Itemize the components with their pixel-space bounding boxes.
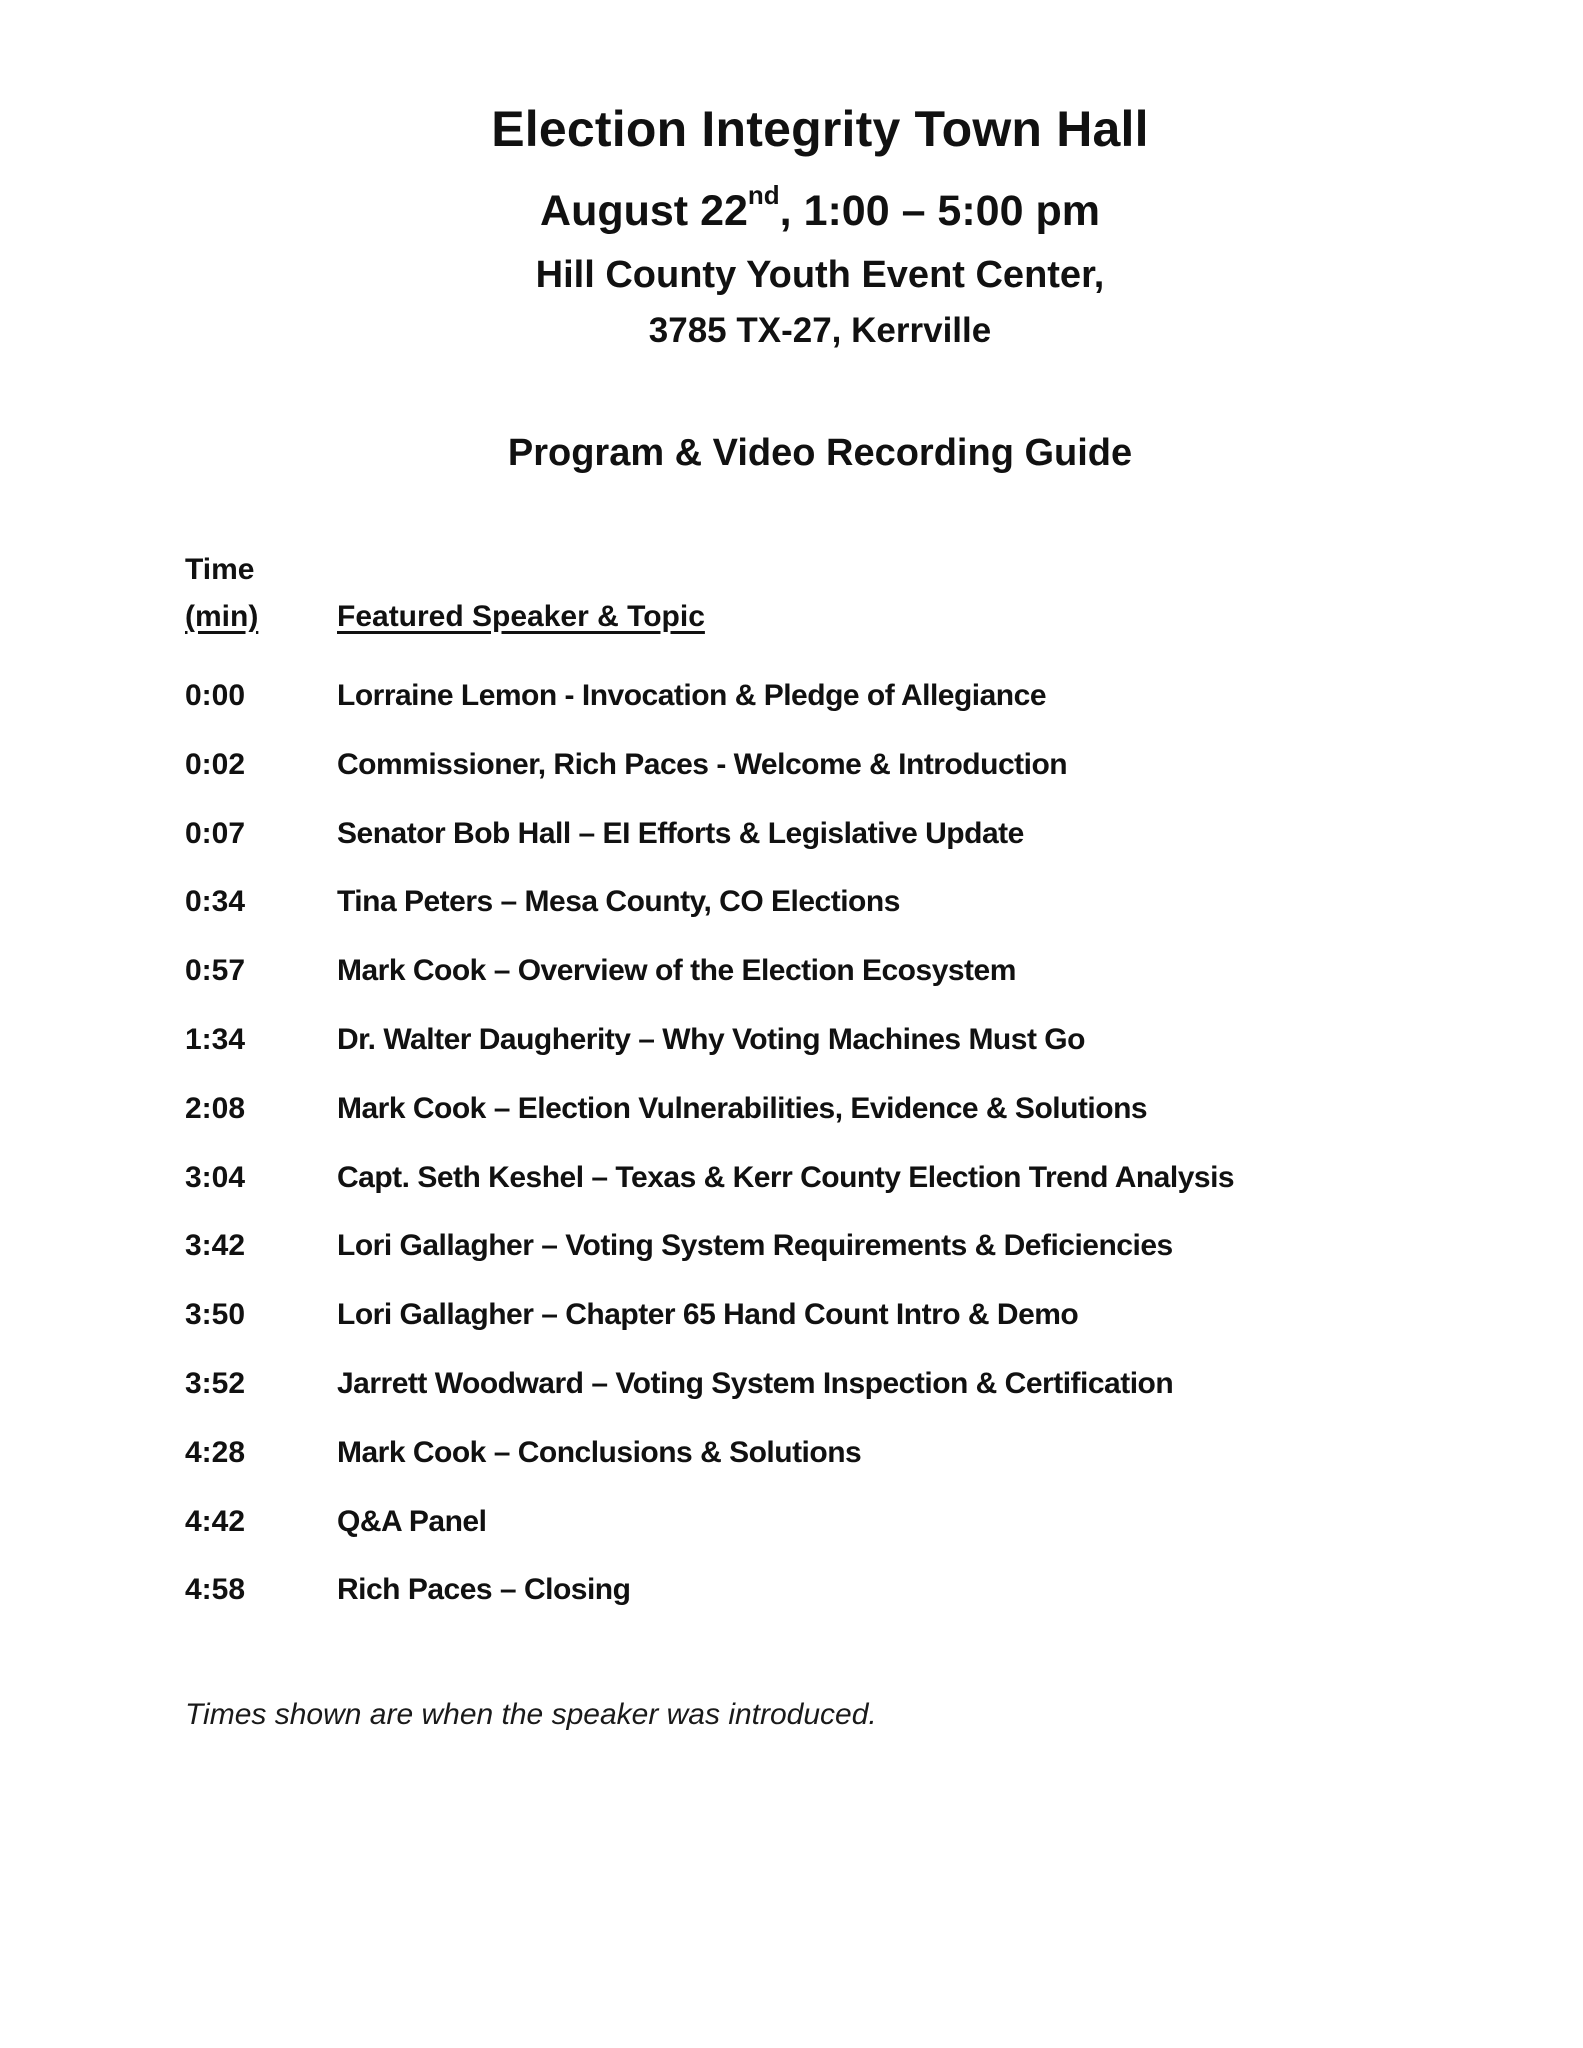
row-time: 4:28 <box>185 1435 246 1469</box>
event-venue: Hill County Youth Event Center, <box>535 254 1105 296</box>
schedule-row <box>185 1368 1435 1437</box>
row-topic: Rich Paces – Closing <box>337 1573 631 1607</box>
schedule-row <box>185 680 1435 749</box>
row-topic: Mark Cook – Election Vulnerabilities, Evidence & Solutions <box>337 1091 1148 1125</box>
row-topic: Capt. Seth Keshel – Texas & Kerr County Election Trend Analysis <box>337 1160 1235 1194</box>
row-topic: Dr. Walter Daugherity – Why Voting Machines Must Go <box>337 1022 1085 1056</box>
schedule-row <box>185 818 1435 887</box>
row-time: 2:08 <box>185 1091 246 1125</box>
schedule-row <box>185 1299 1435 1368</box>
row-topic: Lorraine Lemon - Invocation & Pledge of Allegiance <box>337 679 1047 712</box>
row-topic: Commissioner, Rich Paces - Welcome & Introduction <box>337 747 1068 781</box>
row-time: 4:58 <box>185 1573 246 1607</box>
schedule-row <box>185 1093 1435 1162</box>
column-header-time-unit: (min) <box>185 600 259 633</box>
column-header-time: Time <box>185 553 255 586</box>
row-topic: Lori Gallagher – Voting System Requirements & Deficiencies <box>337 1229 1173 1263</box>
schedule-row <box>185 1162 1435 1231</box>
row-time: 3:50 <box>185 1298 246 1332</box>
row-topic: Tina Peters – Mesa County, CO Elections <box>337 885 900 919</box>
column-header-speaker-topic: Featured Speaker & Topic <box>337 600 705 633</box>
program-schedule <box>185 680 1435 1643</box>
event-date: August 22 <box>540 187 748 235</box>
row-time: 3:42 <box>185 1229 246 1263</box>
schedule-row <box>185 1574 1435 1643</box>
row-time: 3:52 <box>185 1366 246 1400</box>
schedule-row <box>185 749 1435 818</box>
row-topic: Jarrett Woodward – Voting System Inspection & Certification <box>337 1366 1174 1400</box>
row-topic: Senator Bob Hall – EI Efforts & Legislative Update <box>337 816 1024 850</box>
schedule-row <box>185 1437 1435 1506</box>
row-topic: Mark Cook – Overview of the Election Ecosystem <box>337 954 1016 988</box>
event-address: 3785 TX-27, Kerrville <box>648 311 992 350</box>
row-topic: Lori Gallagher – Chapter 65 Hand Count Intro & Demo <box>337 1298 1079 1332</box>
row-time: 3:04 <box>185 1160 246 1194</box>
date-ordinal-suffix: nd <box>747 180 780 210</box>
event-date-time <box>0 180 1583 235</box>
schedule-row <box>185 886 1435 955</box>
row-topic: Mark Cook – Conclusions & Solutions <box>337 1435 862 1469</box>
page-title: Election Integrity Town Hall <box>491 101 1149 157</box>
event-time-range: , 1:00 – 5:00 pm <box>779 187 1100 235</box>
row-time: 1:34 <box>185 1022 246 1056</box>
row-time: 0:57 <box>185 954 246 988</box>
schedule-row <box>185 955 1435 1024</box>
guide-title: Program & Video Recording Guide <box>507 432 1133 474</box>
schedule-row <box>185 1024 1435 1093</box>
schedule-row <box>185 1506 1435 1575</box>
row-time: 4:42 <box>185 1504 246 1538</box>
row-time: 0:34 <box>185 885 246 919</box>
row-time: 0:02 <box>185 747 246 781</box>
row-time: 0:00 <box>185 679 246 712</box>
row-time: 0:07 <box>185 816 246 850</box>
row-topic: Q&A Panel <box>337 1504 487 1538</box>
schedule-row <box>185 1230 1435 1299</box>
footnote: Times shown are when the speaker was introduced. <box>185 1698 877 1731</box>
